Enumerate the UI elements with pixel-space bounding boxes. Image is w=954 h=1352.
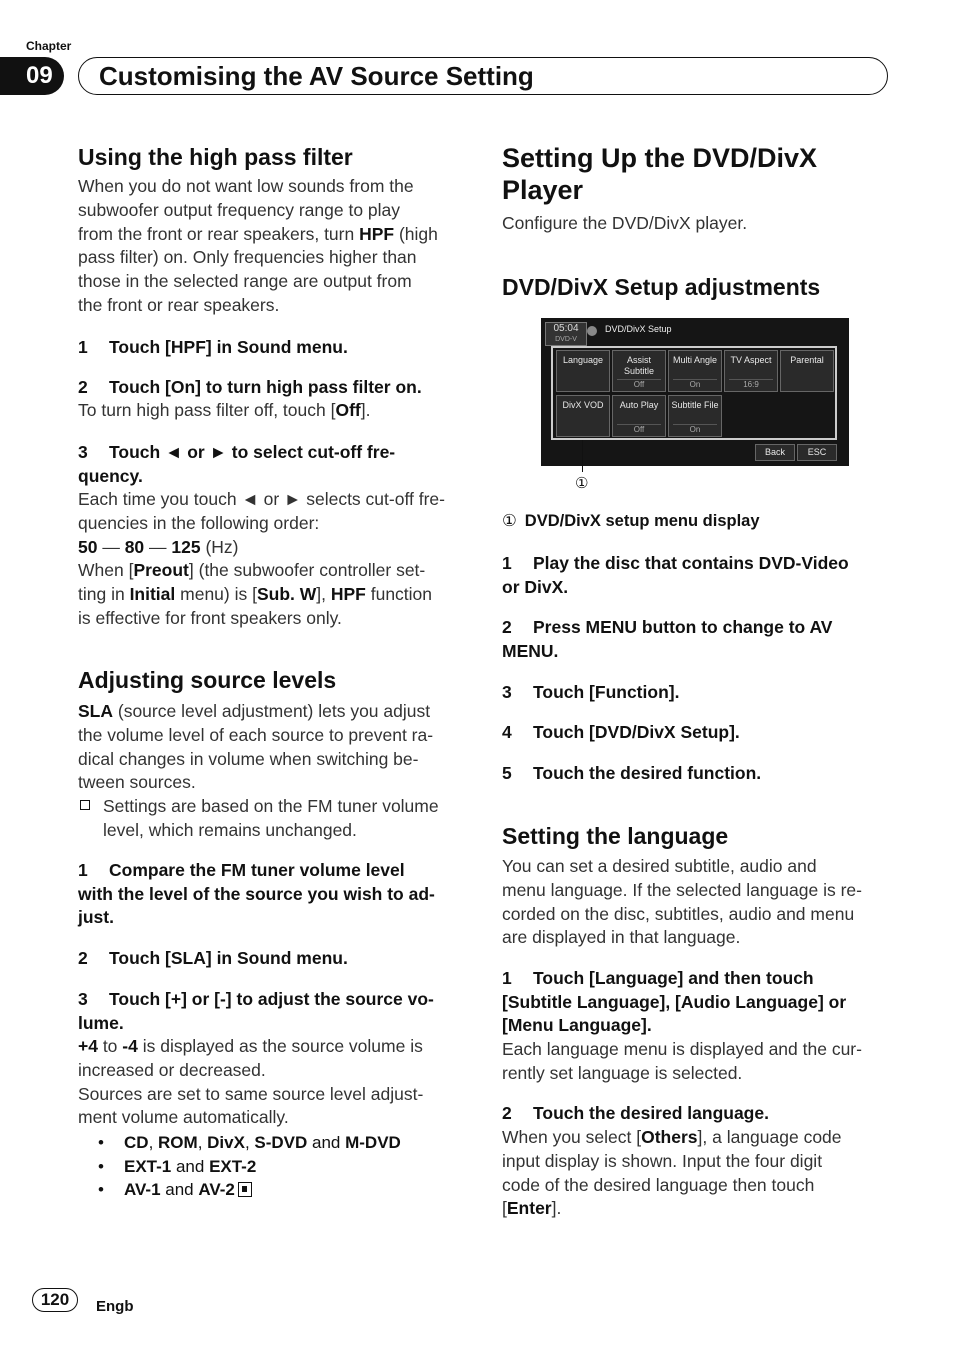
hpf-intro: When you do not want low sounds from the subwoofer output frequency range to play from the front or rear speakers, turn HPF (high pass filter) on. Only frequencies higher than those in the selected range are output from the front or rear speakers. [78, 176, 438, 315]
chapter-number-badge: 09 [0, 57, 64, 95]
subtitle-file-button[interactable]: Subtitle File On [668, 395, 722, 437]
setup-step-5: 5 Touch the desired function. [502, 763, 762, 783]
tv-aspect-button[interactable]: TV Aspect 16:9 [724, 350, 778, 392]
divx-vod-button[interactable]: DivX VOD [556, 395, 610, 437]
back-button[interactable]: Back [755, 444, 795, 461]
sla-intro: SLA (source level adjustment) lets you adjust the volume level of each source to prevent ra- dical changes in volume when switching be- tween sources. [78, 701, 434, 793]
section-subtitle: Configure the DVD/DivX player. [502, 213, 748, 233]
parental-button[interactable]: Parental [780, 350, 834, 392]
callout-line [582, 440, 583, 472]
hpf-step-1: 1 Touch [HPF] in Sound menu. [78, 337, 348, 357]
language-code: Engb [96, 1298, 134, 1315]
language-step-1: 1 Touch [Language] and then touch [Subtitle Language], [Audio Language] or [Menu Language]. [502, 968, 847, 1035]
sla-step-3-note: +4 to -4 is displayed as the source volume is increased or decreased. Sources are set to same source level adjust- ment volume automatically. [78, 1036, 424, 1128]
clock-display: 05:04 DVD-V [545, 322, 587, 346]
language-step-1-note: Each language menu is displayed and the cur- rently set language is selected. [502, 1039, 862, 1083]
list-item: • CD, ROM, DivX, S-DVD and M-DVD [78, 1131, 478, 1155]
esc-button[interactable]: ESC [797, 444, 837, 461]
auto-play-button[interactable]: Auto Play Off [612, 395, 666, 437]
disc-icon [587, 326, 597, 336]
source-list [78, 1131, 478, 1202]
hpf-step-3-note: Each time you touch ◄ or ► selects cut-off fre- quencies in the following order: 50 — 80 — 125 (Hz) When [Preout] (the subwoofer controller set- ting in Initial menu) is [Sub. W], HPF function is effective for front speakers only. [78, 489, 445, 628]
setup-step-2: 2 Press MENU button to change to AV MENU. [502, 617, 833, 661]
heading-adjusting-source-levels: Adjusting source levels [78, 667, 337, 693]
list-item: • EXT-1 and EXT-2 [78, 1155, 478, 1179]
multi-angle-button[interactable]: Multi Angle On [668, 350, 722, 392]
language-step-2: 2 Touch the desired language. [502, 1103, 769, 1123]
screenshot-caption: ① DVD/DivX setup menu display [502, 512, 760, 530]
hpf-step-2-note: To turn high pass filter off, touch [Off]. [78, 400, 371, 420]
page-number: 120 [32, 1288, 78, 1312]
list-item: • AV-1 and AV-2 [78, 1178, 478, 1202]
setup-step-4: 4 Touch [DVD/DivX Setup]. [502, 722, 740, 742]
language-step-2-note: When you select [Others], a language code input display is shown. Input the four digit code of the desired language then touch [Enter]. [502, 1127, 842, 1219]
end-mark-icon [238, 1182, 252, 1197]
sla-note: Settings are based on the FM tuner volume level, which remains unchanged. [78, 795, 503, 843]
assist-subtitle-button[interactable]: Assist Subtitle Off [612, 350, 666, 392]
dvd-setup-screenshot [541, 318, 849, 466]
heading-setting-language: Setting the language [502, 823, 729, 849]
sla-step-2: 2 Touch [SLA] in Sound menu. [78, 948, 348, 968]
hpf-step-3: 3 Touch ◄ or ► to select cut-off fre- quency. [78, 442, 396, 486]
chapter-title: Customising the AV Source Setting [78, 57, 888, 95]
sla-step-3: 3 Touch [+] or [-] to adjust the source vo- lume. [78, 989, 434, 1033]
setup-step-3: 3 Touch [Function]. [502, 682, 680, 702]
language-button[interactable]: Language [556, 350, 610, 392]
sla-step-1: 1 Compare the FM tuner volume level with the level of the source you wish to ad- just. [78, 860, 435, 927]
setup-step-1: 1 Play the disc that contains DVD-Video or DivX. [502, 553, 849, 597]
section-title: Setting Up the DVD/DivX Player [502, 143, 818, 205]
heading-high-pass-filter: Using the high pass filter [78, 144, 353, 170]
language-intro: You can set a desired subtitle, audio and menu language. If the selected language is re- corded on the disc, subtitles, audio and menu are displayed in that language. [502, 856, 862, 948]
checkbox-icon [80, 800, 90, 810]
chapter-label: Chapter [26, 39, 72, 53]
callout-marker: ① [575, 475, 589, 492]
hpf-step-2: 2 Touch [On] to turn high pass filter on. [78, 377, 422, 397]
heading-setup-adjustments: DVD/DivX Setup adjustments [502, 274, 821, 300]
screen-title: DVD/DivX Setup [605, 324, 672, 334]
